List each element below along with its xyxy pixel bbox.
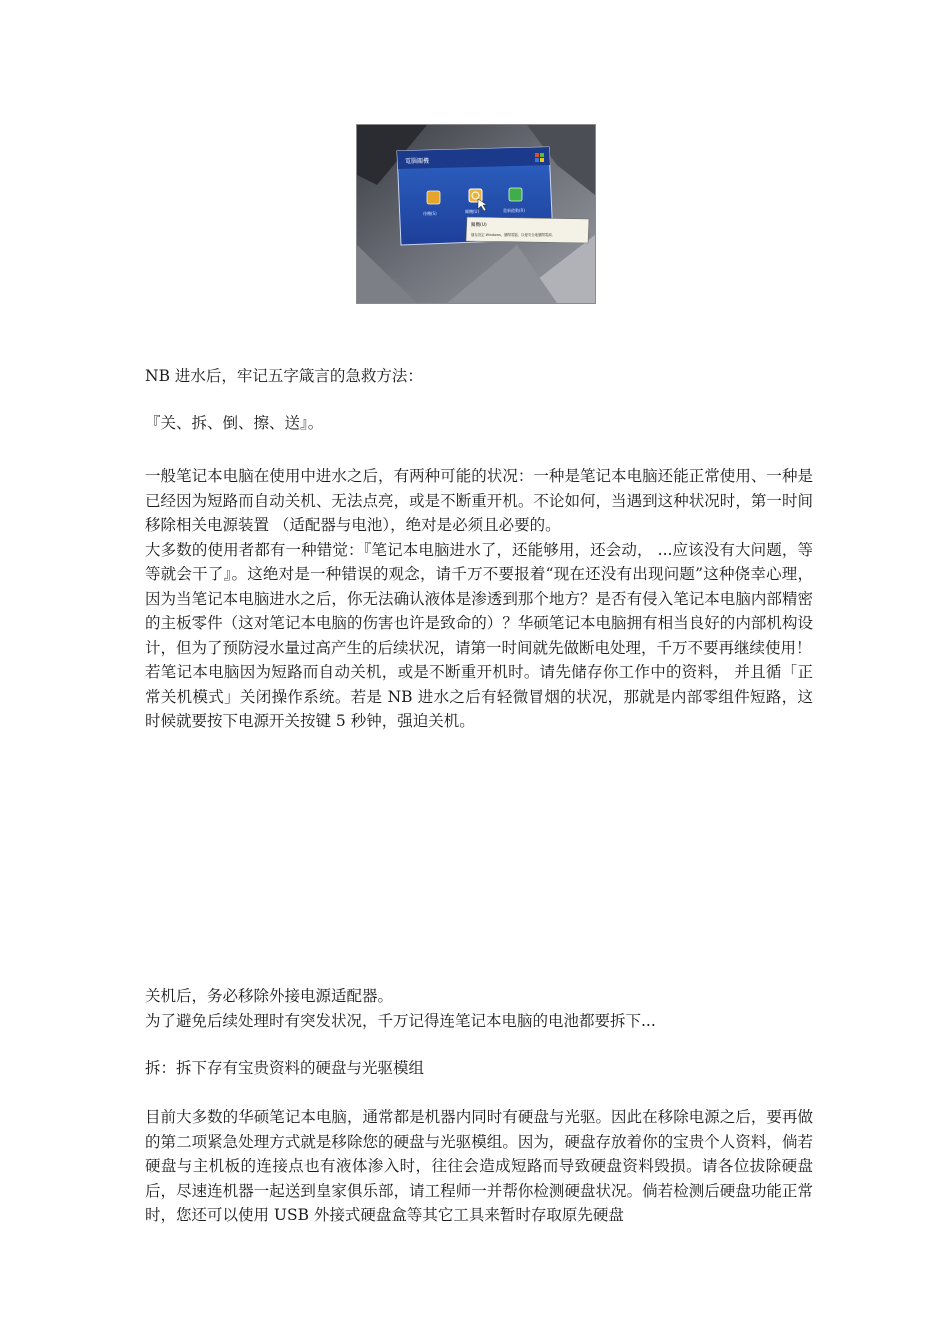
- section2-heading: 拆：拆下存有宝贵资料的硬盘与光驱模组: [145, 1059, 425, 1077]
- standby-icon[interactable]: [427, 191, 440, 204]
- windows-logo-icon: [535, 153, 539, 157]
- intro-line-1: NB 进水后，牢记五字箴言的急救方法：: [145, 367, 423, 385]
- restart-icon[interactable]: [509, 188, 522, 201]
- paragraph-remove-drives: 目前大多数的华硕笔记本电脑，通常都是机器内同时有硬盘与光驱。因此在移除电源之后，要再做的第二项紧急处理方式就是移除您的硬盘与光驱模组。因为，硬盘存放着你的宝贵个人资料，倘若硬盘与主机板的连接点也有液体渗入时，往往会造成短路而导致硬盘资料毁损。请各位拔除硬盘后，尽速连机器一起送到皇家俱乐部，请工程师一并帮你检测硬盘状况。倘若检测后硬盘功能正常时，您还可以使用 USB 外接式硬盘盒等其它工具来暂时存取原先硬盘: [145, 1108, 813, 1224]
- shutdown-dialog-photo: [356, 124, 596, 304]
- tooltip-title: 關機(U): [471, 223, 487, 228]
- paragraph-power-off: 一般笔记本电脑在使用中进水之后，有两种可能的状况：一种是笔记本电脑还能正常使用、一种是已经因为短路而自动关机、无法点亮，或是不断重开机。不论如何，当遇到这种状况时，第一时间移除相关电源装置 （适配器与电池），绝对是必须且必要的。: [145, 467, 813, 534]
- paragraph-forced-shutdown: 若笔记本电脑因为短路而自动关机，或是不断重开机时。请先储存你工作中的资料， 并且循「正常关机模式」关闭操作系统。若是 NB 进水之后有轻微冒烟的状况，那就是内部零组件短路，这时候就要按下电源开关按键 5 秒钟，强迫关机。: [145, 663, 813, 730]
- line-remove-battery: 为了避免后续处理时有突发状况，千万记得连笔记本电脑的电池都要拆下...: [145, 1011, 656, 1030]
- paragraph-misconception: 大多数的使用者都有一种错觉：『笔记本电脑进水了，还能够用，还会动， ...应该没有大问题，等等就会干了』。这绝对是一种错误的观念，请千万不要报着“现在还没有出现问题”这种侥幸心理，因为当笔记本电脑进水之后，你无法确认液体是渗透到那个地方？是否有侵入笔记本电脑内部精密的主板零件（这对笔记本电脑的伤害也许是致命的）？华硕笔记本电脑拥有相当良好的内部机构设计，但为了预防浸水量过高产生的后续状况，请第一时间就先做断电处理，千万不要再继续使用！: [145, 540, 813, 657]
- section2-body: [145, 1105, 813, 1228]
- standby-label: 待機(S): [423, 211, 437, 216]
- line-remove-adapter: 关机后，务必移除外接电源适配器。: [145, 987, 394, 1005]
- shutdown-label: 關機(U): [465, 209, 480, 214]
- section2-lines: [145, 984, 813, 1033]
- dialog-title: 電腦關機: [405, 158, 430, 165]
- shutdown-icon[interactable]: [469, 189, 482, 202]
- section1-body: [145, 464, 813, 734]
- restart-label: 重新啟動(R): [503, 208, 525, 213]
- intro-line-2: 『关、拆、倒、擦、送』。: [145, 414, 324, 432]
- tooltip-text: 儲存設定 Windows，關閉電腦，以便安全地關閉電源。: [471, 233, 556, 237]
- tooltip: [466, 217, 589, 243]
- photo-illustration: [357, 125, 595, 303]
